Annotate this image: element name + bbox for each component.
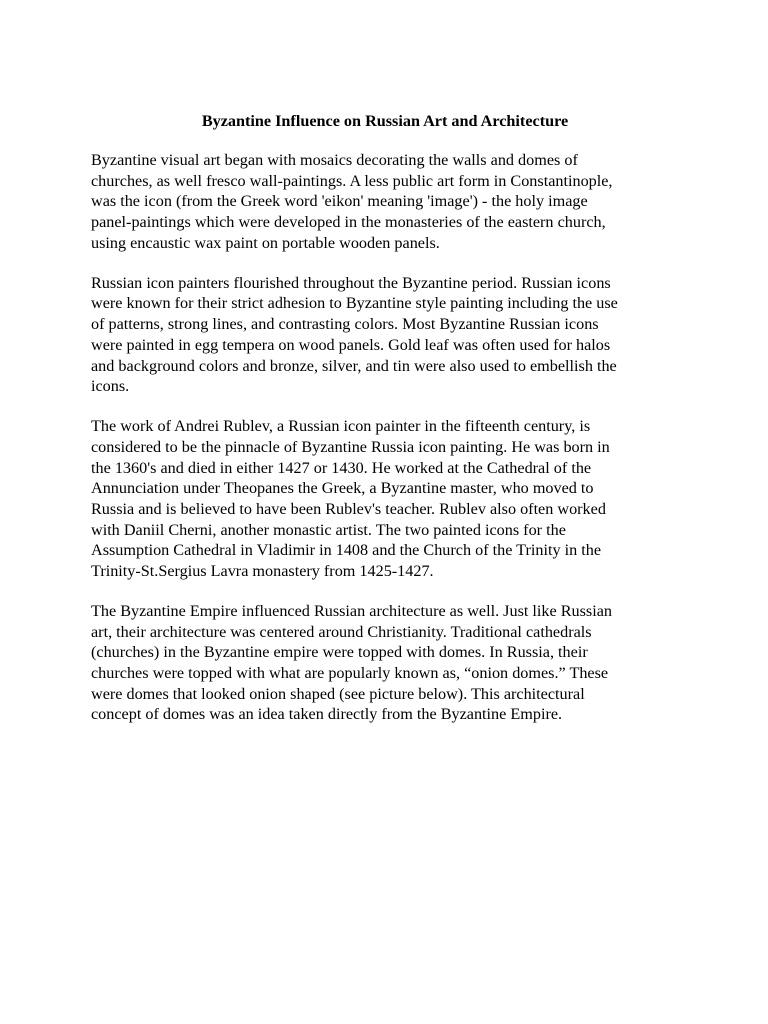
paragraph-line: Russia and is believed to have been Rublev's teacher. Rublev also often worked xyxy=(91,499,606,518)
document-title: Byzantine Influence on Russian Art and Architecture xyxy=(201,112,569,130)
paragraph-line: The work of Andrei Rublev, a Russian icon painter in the fifteenth century, is xyxy=(91,417,591,436)
paragraph-line: with Daniil Cherni, another monastic artist. The two painted icons for the xyxy=(91,520,566,539)
paragraph-line: Trinity-St.Sergius Lavra monastery from 1425-1427. xyxy=(91,562,434,581)
paragraph-line: concept of domes was an idea taken directly from the Byzantine Empire. xyxy=(91,705,563,724)
paragraph-byzantine-visual-art xyxy=(91,150,691,254)
paragraph-line: were known for their strict adhesion to Byzantine style painting including the use xyxy=(91,294,618,313)
paragraph-line: were domes that looked onion shaped (see picture below). This architectural xyxy=(91,684,585,703)
paragraph-line: using encaustic wax paint on portable wooden panels. xyxy=(91,233,440,252)
paragraph-line: Assumption Cathedral in Vladimir in 1408 and the Church of the Trinity in the xyxy=(91,541,602,560)
paragraph-line: Annunciation under Theopanes the Greek, a Byzantine master, who moved to xyxy=(91,479,594,498)
paragraph-line: Byzantine visual art began with mosaics decorating the walls and domes of xyxy=(91,151,578,169)
paragraph-line: churches were topped with what are popularly known as, “onion domes.” These xyxy=(91,664,609,683)
paragraph-line: art, their architecture was centered around Christianity. Traditional cathedrals xyxy=(91,622,592,641)
paragraph-line: considered to be the pinnacle of Byzantine Russia icon painting. He was born in xyxy=(91,437,610,456)
paragraph-line: panel-paintings which were developed in the monasteries of the eastern church, xyxy=(91,213,606,232)
paragraph-line: (churches) in the Byzantine empire were topped with domes. In Russia, their xyxy=(91,643,588,662)
paragraph-line: icons. xyxy=(91,377,130,396)
paragraph-line: was the icon (from the Greek word 'eikon' meaning 'image') - the holy image xyxy=(91,192,588,211)
paragraph-line: churches, as well fresco wall-paintings. A less public art form in Constantinople, xyxy=(91,171,613,190)
paragraph-russian-icon-painters xyxy=(91,273,691,397)
paragraph-line: of patterns, strong lines, and contrasting colors. Most Byzantine Russian icons xyxy=(91,315,599,334)
paragraph-line: and background colors and bronze, silver, and tin were also used to embellish the xyxy=(91,356,617,375)
paragraph-andrei-rublev xyxy=(91,416,691,582)
document-body xyxy=(91,150,691,744)
paragraph-line: were painted in egg tempera on wood panels. Gold leaf was often used for halos xyxy=(91,335,611,354)
paragraph-line: the 1360's and died in either 1427 or 1430. He worked at the Cathedral of the xyxy=(91,458,592,477)
paragraph-line: The Byzantine Empire influenced Russian architecture as well. Just like Russian xyxy=(91,601,613,620)
paragraph-russian-architecture xyxy=(91,601,691,725)
paragraph-line: Russian icon painters flourished throughout the Byzantine period. Russian icons xyxy=(91,273,611,292)
